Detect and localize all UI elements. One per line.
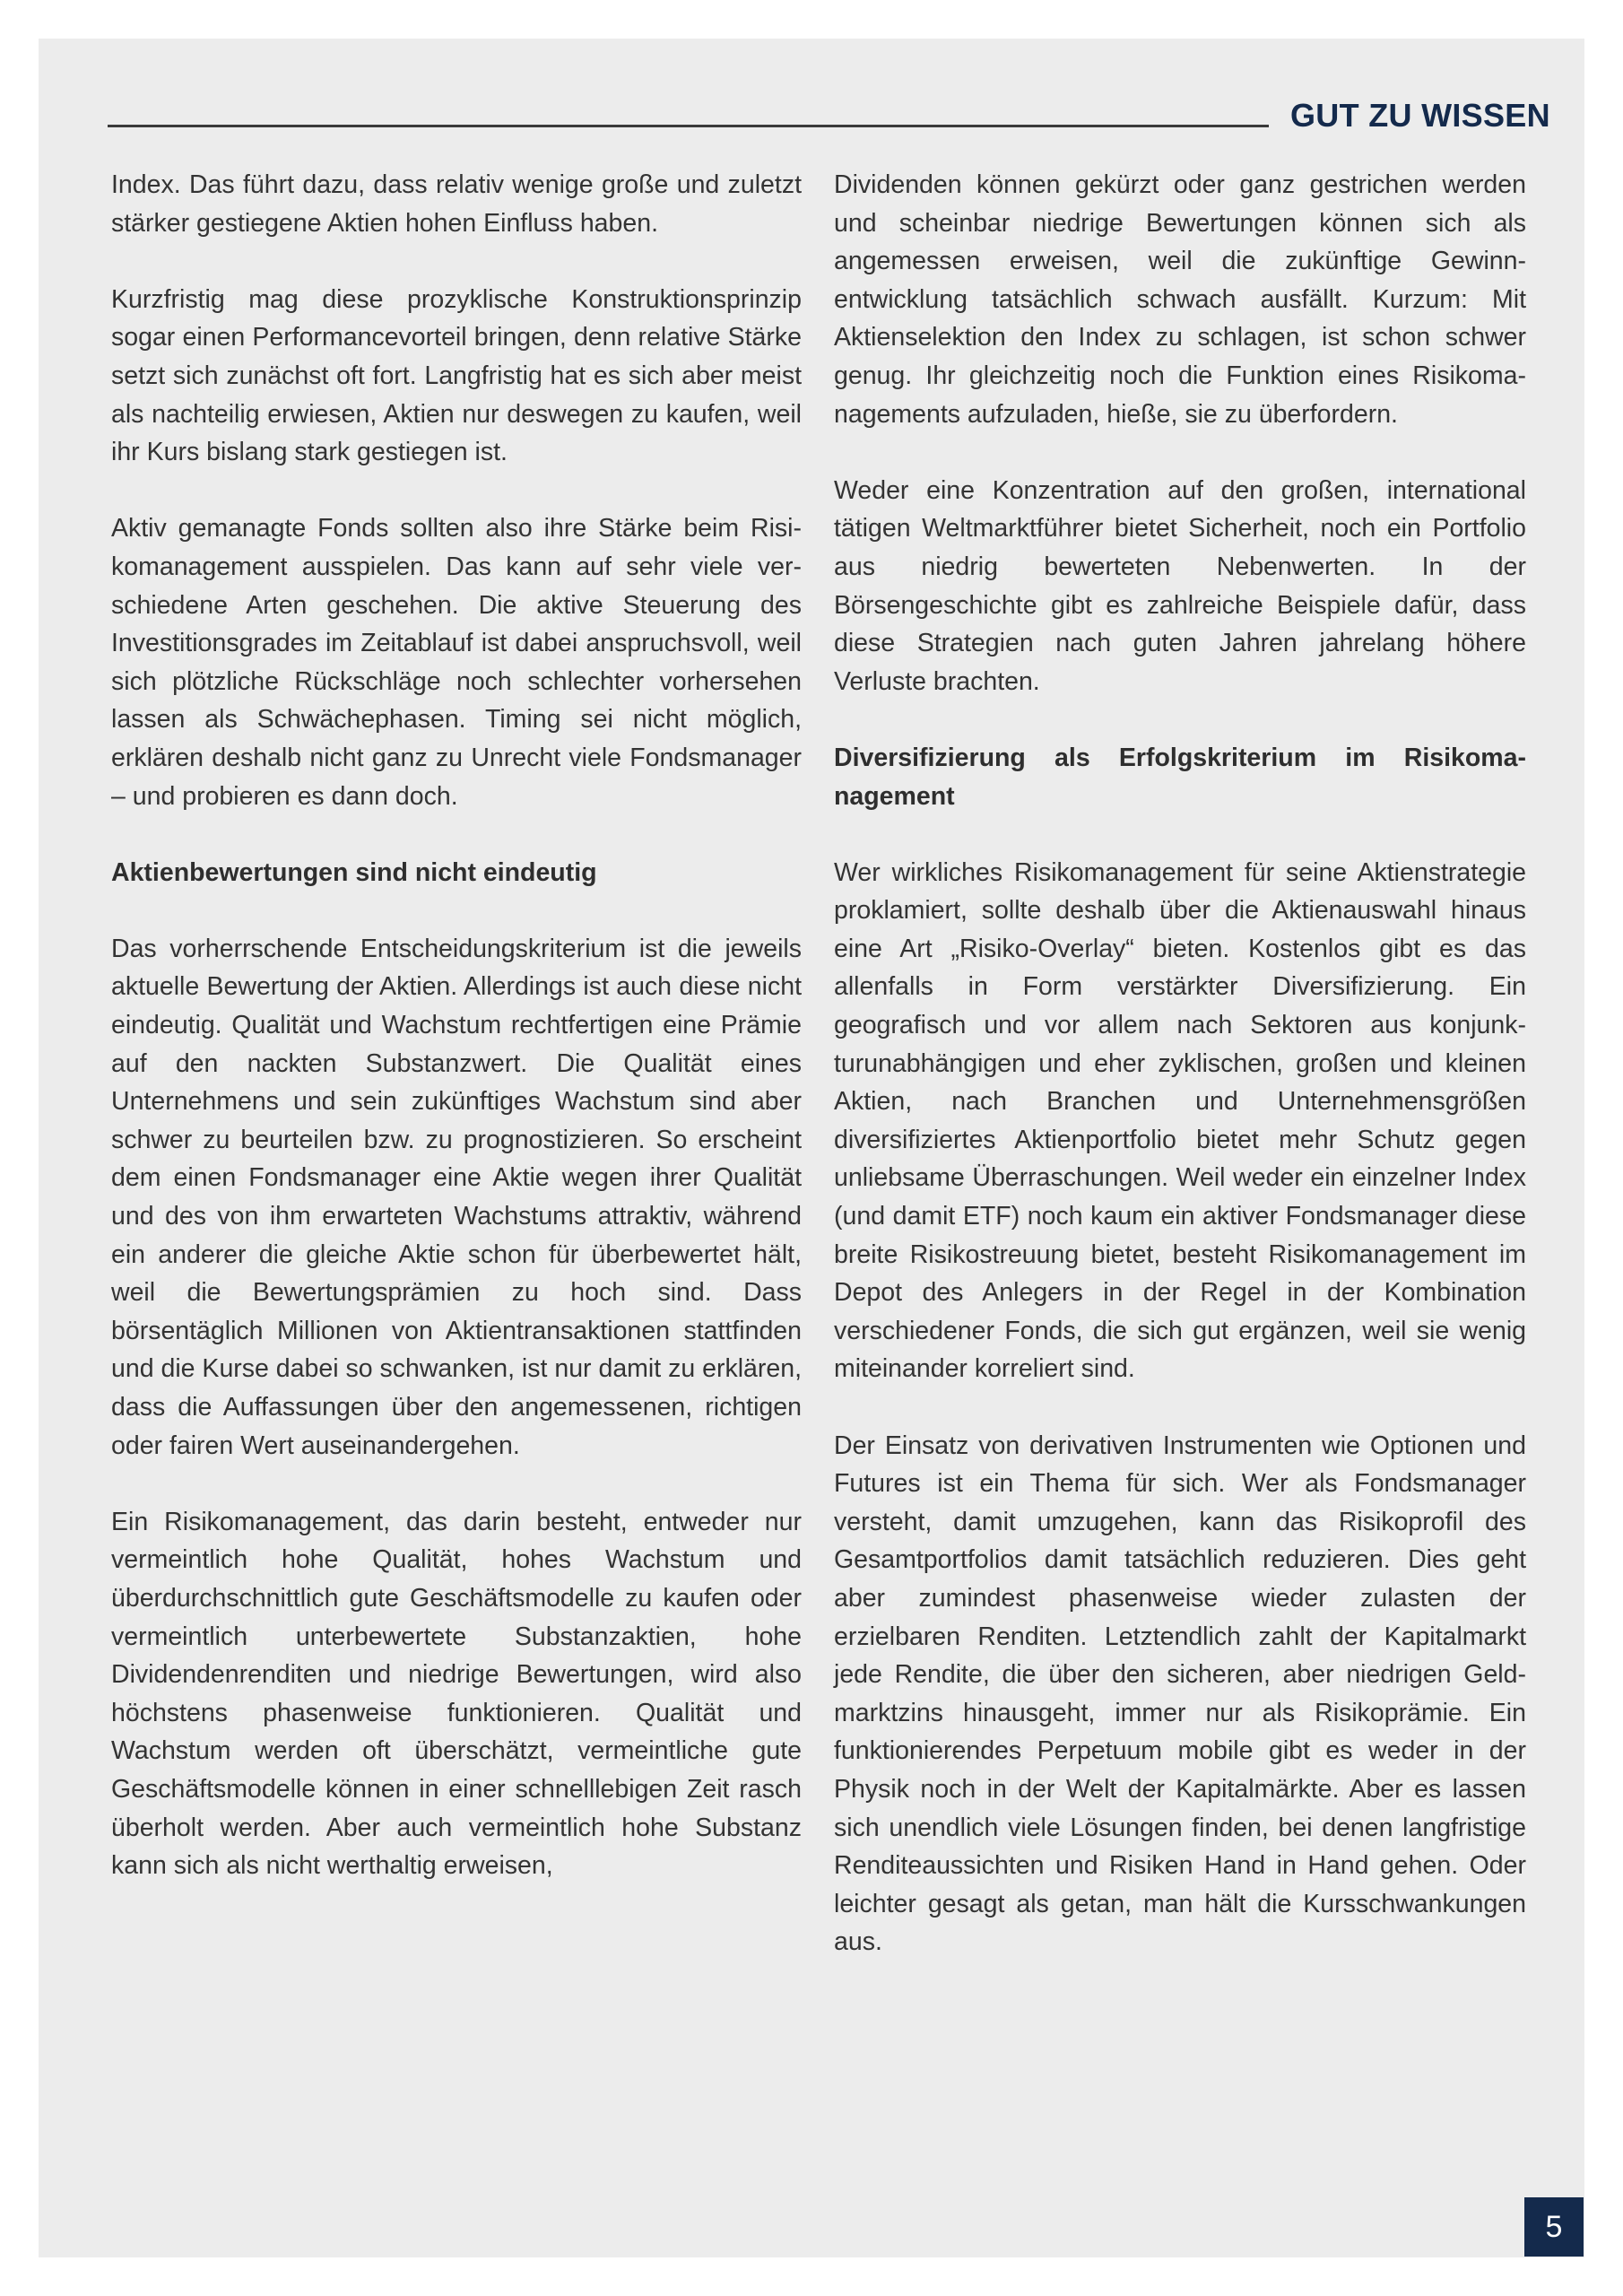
document-page xyxy=(39,39,1584,2257)
paragraph: Index. Das führt dazu, dass relativ wenige große und zuletzt stärker gestiegene Aktien hohen Einfluss haben. xyxy=(111,170,802,238)
page-number: 5 xyxy=(1545,2209,1563,2244)
subheading: Diversifizierung als Erfolgskriterium im Risikomanagement xyxy=(834,743,1526,811)
paragraph: Das vorherrschende Entscheidungskriterium ist die jeweils aktuelle Bewertung der Aktien. Allerdings ist auch diese nicht eindeutig. Qualität und Wachstum rechtfertigen eine Prämie auf den nackten Substanzwert. Die Qualität eines Unternehmens und sein zukünftiges Wachstum sind aber schwer zu beurteilen bzw. zu prognostizieren. So erscheint dem einen Fondsmanager eine Aktie wegen ihrer Qualität und des von ihm erwarteten Wachstums attraktiv, während ein anderer die gleiche Aktie schon für überbewertet hält, weil die Bewertungsprämien zu hoch sind. Dass börsentäglich Millionen von Aktientransaktionen stattfinden und die Kurse dabei so schwanken, ist nur damit zu erklären, dass die Auffassungen über den angemessenen, richtigen oder fairen Wert auseinandergehen. xyxy=(111,934,802,1460)
paragraph: Wer wirkliches Risikomanagement für seine Aktienstrategie proklamiert, sollte deshalb über die Aktienauswahl hinaus eine Art „Risiko-Overlay“ bieten. Kostenlos gibt es das allenfalls in Form verstärkter Diversifizierung. Ein geografisch und vor allem nach Sektoren aus konjunkturunabhängigen und eher zyklischen, großen und kleinen Aktien, nach Branchen und Unternehmensgrößen diversifiziertes Aktienportfolio bietet mehr Schutz gegen unliebsame Überraschungen. Weil weder ein einzelner Index (und damit ETF) noch kaum ein aktiver Fondsmanager diese breite Risikostreuung bietet, besteht Risikomanagement im Depot des Anlegers in der Regel in der Kombination verschiedener Fonds, die sich gut ergänzen, weil sie wenig miteinander korreliert sind. xyxy=(834,857,1526,1384)
subheading: Aktienbewertungen sind nicht eindeutig xyxy=(111,857,597,887)
paragraph: Aktiv gemanagte Fonds sollten also ihre Stärke beim Risikomanagement ausspielen. Das kann auf sehr viele verschiedene Arten geschehen. Die aktive Steuerung des Investitionsgrades im Zeitablauf ist dabei anspruchsvoll, weil sich plötzliche Rückschläge noch schlechter vorhersehen lassen als Schwächephasen. Timing sei nicht möglich, erklären deshalb nicht ganz zu Unrecht viele Fondsmanager – und probieren es dann doch. xyxy=(111,514,802,811)
left-column xyxy=(111,166,802,1923)
paragraph: Weder eine Konzentration auf den großen, international tätigen Weltmarktführer bietet Sicherheit, noch ein Portfolio aus niedrig bewerteten Nebenwerten. In der Börsengeschichte gibt es zahlreiche Beispiele dafür, dass diese Strategien nach guten Jahren jahrelang höhere Verluste brachten. xyxy=(834,475,1526,696)
paragraph: Der Einsatz von derivativen Instrumenten wie Optionen und Futures ist ein Thema für sich. Wer als Fondsmanager versteht, damit umzugehen, kann das Risikoprofil des Gesamtportfolios damit tatsächlich reduzieren. Dies geht aber zumindest phasenweise wieder zulasten der erzielbaren Renditen. Letztendlich zahlt der Kapitalmarkt jede Rendite, die über den sicheren, aber niedrigen Geldmarktzins hinausgeht, immer nur als Risikoprämie. Ein funktionierendes Perpetuum mobile gibt es weder in der Physik noch in der Welt der Kapitalmärkte. Aber es lassen sich unendlich viele Lösungen finden, bei denen langfristige Renditeaussichten und Risiken Hand in Hand gehen. Oder leichter gesagt als getan, man hält die Kursschwankungen aus. xyxy=(834,1431,1526,1957)
right-column xyxy=(834,166,1526,2000)
page-number-badge xyxy=(1524,2197,1584,2257)
header-rule-divider xyxy=(108,125,1269,127)
paragraph: Dividenden können gekürzt oder ganz gestrichen werden und scheinbar niedrige Bewertungen können sich als angemessen erweisen, weil die zukünftige Gewinnentwicklung tatsächlich schwach ausfällt. Kurzum: Mit Aktienselektion den Index zu schlagen, ist schon schwer genug. Ihr gleichzeitig noch die Funktion eines Risikomanagements aufzuladen, hieße, sie zu überfordern. xyxy=(834,170,1526,429)
section-title: GUT ZU WISSEN xyxy=(1290,97,1550,134)
paragraph: Kurzfristig mag diese prozyklische Konstruktionsprinzip sogar einen Performancevorteil bringen, denn relative Stärke setzt sich zunächst oft fort. Langfristig hat es sich aber meist als nachteilig erwiesen, Aktien nur deswegen zu kaufen, weil ihr Kurs bislang stark gestiegen ist. xyxy=(111,284,802,467)
paragraph: Ein Risikomanagement, das darin besteht, entweder nur vermeintlich hohe Qualität, hohes Wachstum und überdurchschnittlich gute Geschäftsmodelle zu kaufen oder vermeintlich unterbewertete Substanzaktien, hohe Dividendenrenditen und niedrige Bewertungen, wird also höchstens phasenweise funktionieren. Qualität und Wachstum werden oft überschätzt, vermeintliche gute Geschäftsmodelle können in einer schnelllebigen Zeit rasch überholt werden. Aber auch vermeintlich hohe Substanz kann sich als nicht werthaltig erweisen, xyxy=(111,1507,802,1881)
